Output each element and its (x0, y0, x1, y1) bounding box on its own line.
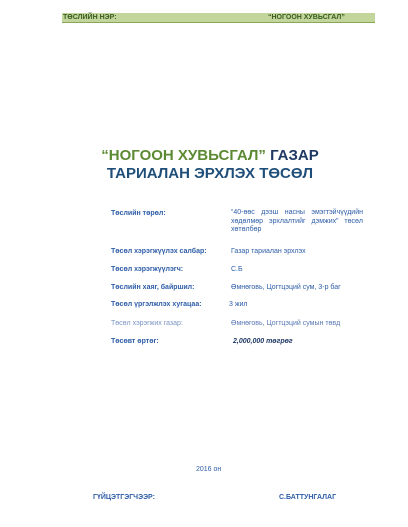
address-value: Өмнөговь, Цогтцэций сум, 3-р баг (231, 284, 341, 291)
title-line-1-rest: ГАЗАР (265, 147, 319, 164)
project-name-value: “НОГООН ХУВЬСГАЛ” (268, 14, 345, 21)
budget-value: 2,000,000 төгрөг (233, 338, 293, 345)
project-type-label: Төслийн төрөл: (111, 210, 166, 217)
document-title-line-1 (20, 147, 400, 165)
address-label: Төслийн хаяг, байршил: (111, 284, 195, 291)
duration-value: 3 жил (229, 301, 248, 308)
implementer-value: С.Б (231, 266, 243, 273)
project-type-value: “40-өөс дээш насны эмэгтэйчүүдийн хөдөлмөр эрхлалтийг дэмжих” төсөл хөтөлбөр (231, 209, 363, 233)
implementer-label: Төсөл хэрэгжүүлэгч: (111, 266, 184, 273)
sector-value: Газар тариалан эрхлэх (231, 248, 306, 255)
budget-label: Төсөвт өртөг: (111, 338, 159, 345)
implementation-place-label: Төсөл хэрэгжих газар: (111, 320, 183, 327)
implementation-place-value: Өмнөговь, Цогтцэций сумын төвд (231, 320, 341, 327)
executor-label: ГҮЙЦЭТГЭГЧЭЭР: (93, 494, 155, 501)
project-name-header-bar (62, 13, 375, 23)
project-name-label: ТӨСЛИЙН НЭР: (63, 14, 117, 21)
sector-label: Төсөл хэрэгжүүлэх салбар: (111, 248, 207, 255)
document-title-line-2: ТАРИАЛАН ЭРХЛЭХ ТӨСӨЛ (106, 165, 314, 182)
executor-name: С.БАТТУНГАЛАГ (279, 494, 337, 501)
title-project-name: “НОГООН ХУВЬСГАЛ” (101, 147, 266, 164)
document-year: 2016 он (196, 466, 222, 473)
duration-label: Төсөл үргэлжлэх хугацаа: (111, 301, 202, 308)
